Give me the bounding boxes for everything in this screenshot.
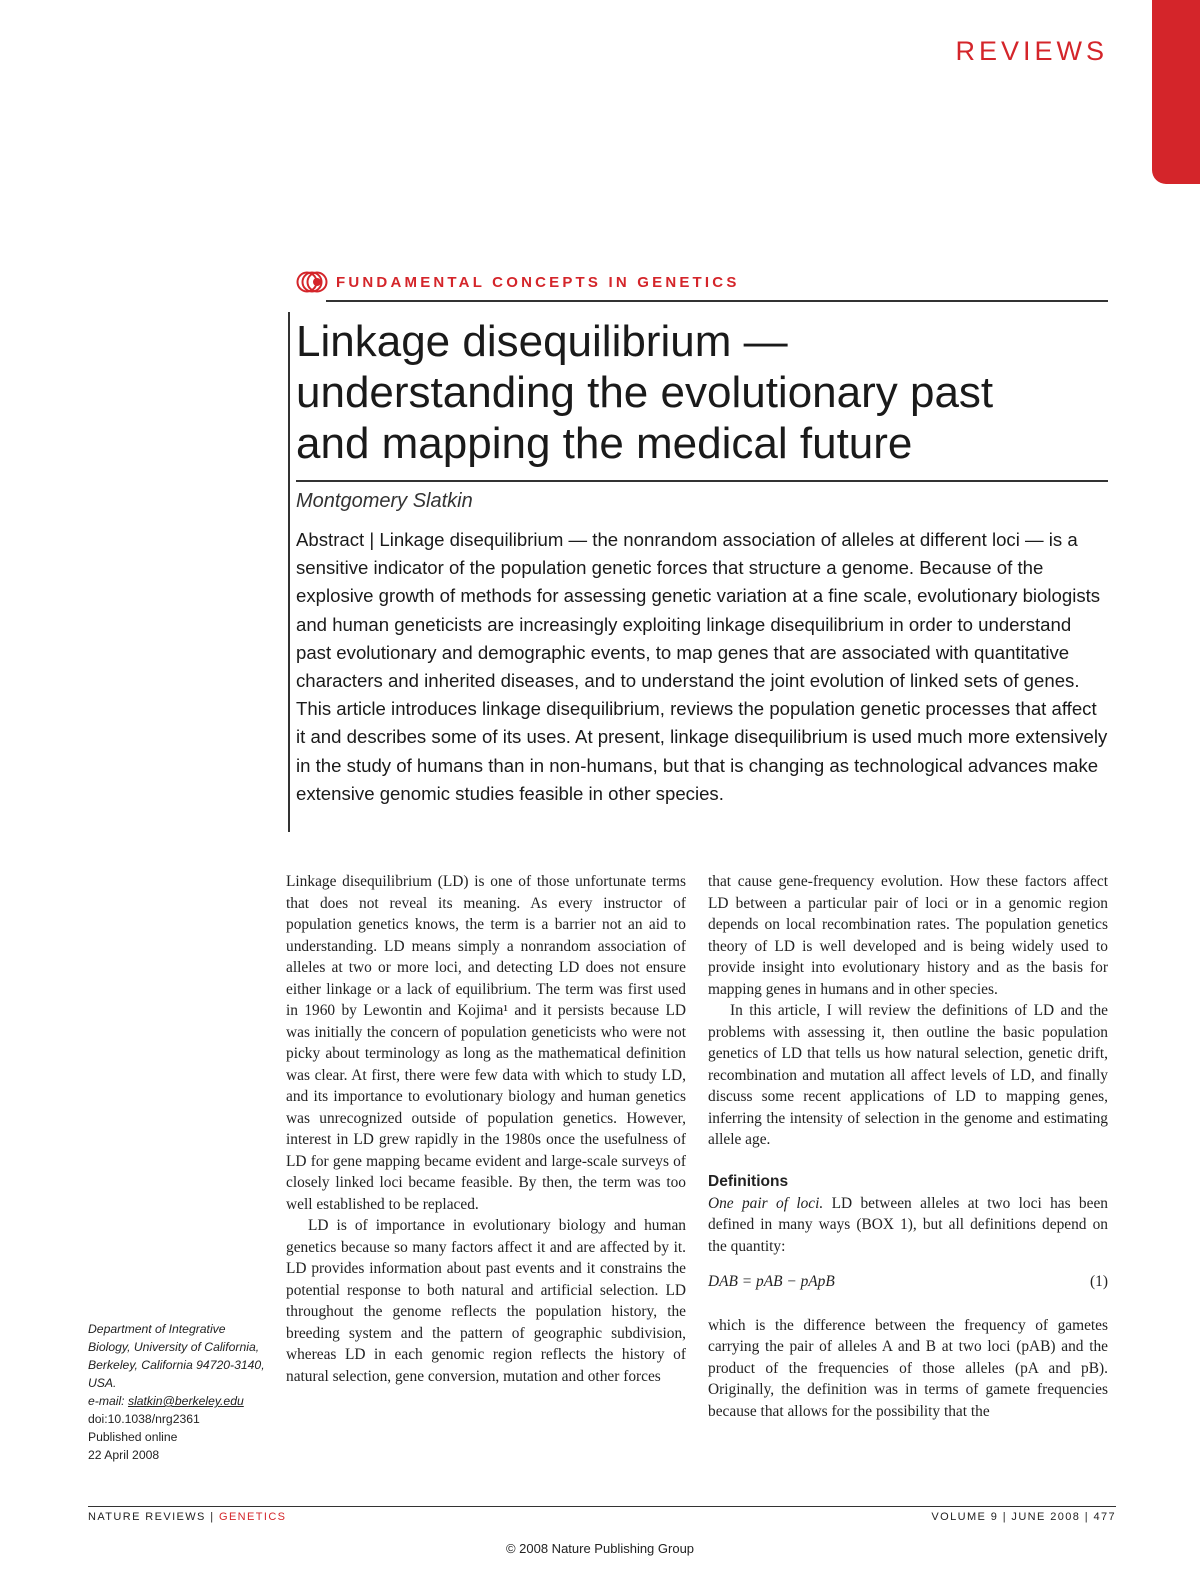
article-title [296, 316, 1096, 469]
abstract [296, 526, 1111, 808]
footer-volume: VOLUME 9 | JUNE 2008 | 477 [931, 1511, 1116, 1523]
doi: doi:10.1038/nrg2361 [88, 1412, 200, 1426]
affiliation-sidebar [88, 1320, 268, 1464]
published-label: Published online [88, 1430, 178, 1444]
email-label: e-mail: [88, 1394, 125, 1408]
definitions-heading: Definitions [708, 1172, 789, 1190]
body-paragraph: LD is of importance in evolutionary biology and human genetics because so many factors affect it and are affected by it. LD provides information about past events and it constrains the potential response to both natural and artificial selection. LD throughout the genome reflects the population history, the breeding system and the pattern of geographic subdivision, whereas LD in each genomic region reflects the history of natural selection, gene conversion, mutation and other forces [286, 1217, 686, 1385]
email-link[interactable]: slatkin@berkeley.edu [127, 1394, 244, 1408]
title-line-3: and mapping the medical future [296, 419, 913, 468]
footer-journal [88, 1511, 286, 1523]
equation-number: (1) [1090, 1273, 1108, 1290]
body-paragraph: that cause gene-frequency evolution. How these factors affect LD between a particular pair of loci or in a genomic region depends on local recombination rates. The population genetics theory of LD is well developed and is being widely used to provide insight into evolutionary history and as the basis for mapping genes in humans and in other species. [708, 873, 1108, 998]
section-label: REVIEWS [955, 36, 1108, 66]
equation-1 [708, 1271, 1108, 1293]
journal-name: NATURE REVIEWS | [88, 1511, 215, 1523]
series-header [296, 270, 740, 294]
title-line-1: Linkage disequilibrium — [296, 317, 788, 366]
affiliation: Department of Integrative Biology, University of California, Berkeley, California 94720-3140, USA. [88, 1322, 265, 1390]
abstract-label: Abstract | [296, 529, 375, 550]
title-side-rule [288, 312, 290, 832]
body-paragraph: Linkage disequilibrium (LD) is one of those unfortunate terms that does not reveal its meaning. As every instructor of population genetics knows, the term is a barrier not an aid to understanding. LD means simply a nonrandom association of alleles at two or more loci, and detecting LD does not ensure either linkage or a lack of equilibrium. The term was first used in 1960 by Lewontin and Kojima¹ and it persists because LD was initially the concern of population geneticists who were not picky about terminology as long as the mathematical definition was clear. At first, there were few data with which to study LD, and its importance to evolutionary biology and human genetics was unrecognized outside of population genetics. However, interest in LD grew rapidly in the 1980s once the usefulness of LD for gene mapping became evident and large-scale surveys of closely linked loci became feasible. By then, the term was too well established to be replaced. [286, 873, 686, 1213]
body-column-2 [708, 871, 1108, 1422]
author-name: Montgomery Slatkin [296, 490, 473, 512]
published-date: 22 April 2008 [88, 1448, 160, 1462]
title-top-rule [326, 300, 1108, 302]
body-paragraph [708, 1193, 1108, 1258]
one-pair-label: One pair of loci. [708, 1194, 824, 1212]
concentric-circles-icon [296, 271, 330, 293]
one-pair-text: LD between alleles at two loci has been defined in many ways (BOX 1), but all definitions depend on the quantity: [708, 1194, 1108, 1255]
red-edge-tab [1152, 0, 1200, 184]
footer-rule [88, 1506, 1116, 1507]
body-column-1 [286, 871, 686, 1387]
series-title: FUNDAMENTAL CONCEPTS IN GENETICS [336, 273, 740, 291]
title-line-2: understanding the evolutionary past [296, 368, 994, 417]
journal-section: GENETICS [218, 1511, 287, 1523]
copyright: © 2008 Nature Publishing Group [505, 1541, 695, 1556]
body-paragraph: In this article, I will review the definitions of LD and the problems with assessing it, then outline the basic population genetics of LD that tells us how natural selection, genetic drift, recombination and mutation all affect levels of LD, and finally discuss some recent applications of LD to mapping genes, inferring the intensity of selection in the genome and estimating allele age. [708, 1002, 1108, 1148]
body-paragraph: which is the difference between the frequency of gametes carrying the pair of alleles A and B at two loci (pAB) and the product of the frequencies of those alleles (pA and pB). Originally, the definition was in terms of gamete frequencies because that allows for the possibility that the [708, 1316, 1108, 1420]
equation-text: DAB = pAB − pApB [708, 1273, 835, 1290]
abstract-text: Linkage disequilibrium — the nonrandom association of alleles at different loci — is a sensitive indicator of the population genetic forces that structure a genome. Because of the explosive growth of methods for assessing genetic variation at a fine scale, evolutionary biologists and human geneticists are increasingly exploiting linkage disequilibrium in order to understand past evolutionary and demographic events, to map genes that are associated with quantitative characters and inherited diseases, and to understand the joint evolution of linked sets of genes. This article introduces linkage disequilibrium, reviews the population genetic processes that affect it and describes some of its uses. At present, linkage disequilibrium is used much more extensively in the study of humans than in non-humans, but that is changing as technological advances make extensive genomic studies feasible in other species. [296, 529, 1108, 804]
title-bottom-rule [296, 480, 1108, 482]
